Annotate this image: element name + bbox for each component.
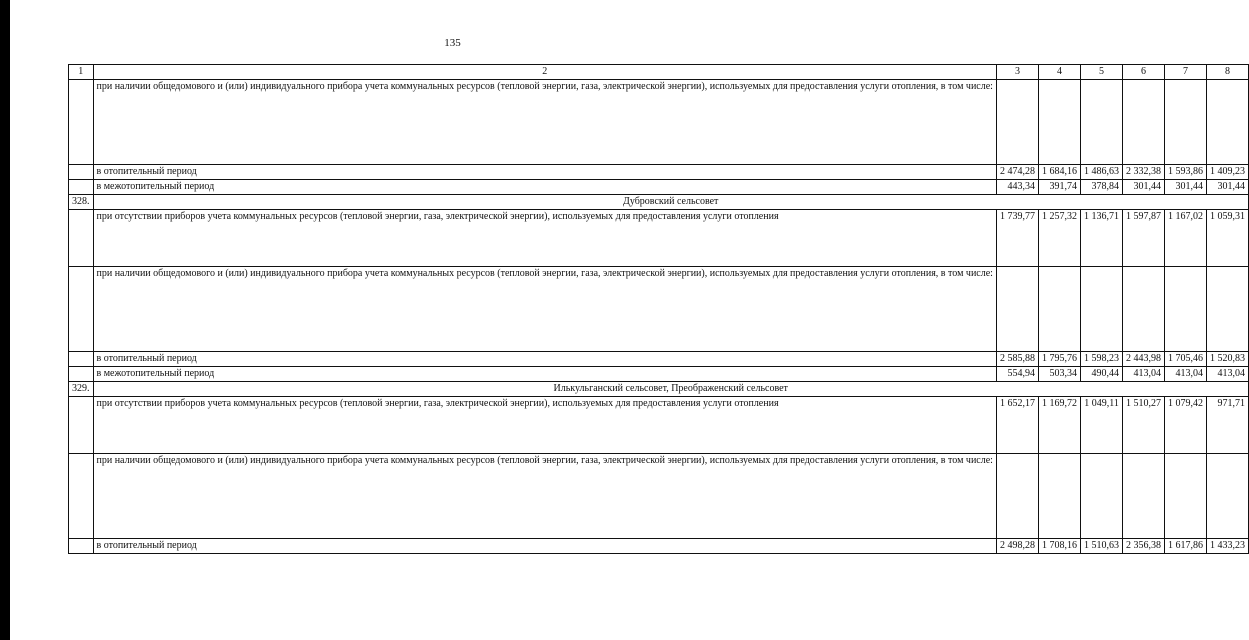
row-description: при отсутствии приборов учета коммунальных ресурсов (тепловой энергии, газа, электрической энергии), используемых для предоставления услуги отопления — [93, 210, 996, 267]
value-cell: 1 684,16 — [1038, 165, 1080, 180]
value-cell — [996, 267, 1038, 352]
value-cell: 1 795,76 — [1038, 352, 1080, 367]
row-number-cell — [69, 352, 94, 367]
section-number: 328. — [69, 195, 94, 210]
page-number: 135 — [444, 37, 461, 49]
section-title: Дубровский сельсовет — [93, 195, 1248, 210]
value-cell: 1 486,63 — [1080, 165, 1122, 180]
value-cell — [1206, 454, 1248, 539]
value-cell: 1 049,11 — [1080, 397, 1122, 454]
value-cell — [1080, 454, 1122, 539]
row-number-cell — [69, 367, 94, 382]
value-cell — [996, 454, 1038, 539]
value-cell: 443,34 — [996, 180, 1038, 195]
value-cell — [1122, 267, 1164, 352]
column-header-2: 2 — [93, 65, 996, 80]
row-number-cell — [69, 397, 94, 454]
value-cell — [1164, 267, 1206, 352]
value-cell: 1 167,02 — [1164, 210, 1206, 267]
value-cell — [1038, 80, 1080, 165]
value-cell: 1 617,86 — [1164, 539, 1206, 554]
value-cell: 2 498,28 — [996, 539, 1038, 554]
row-number-cell — [69, 165, 94, 180]
section-number: 329. — [69, 382, 94, 397]
section-row — [69, 382, 1249, 397]
value-cell: 1 510,27 — [1122, 397, 1164, 454]
value-cell: 2 443,98 — [1122, 352, 1164, 367]
value-cell — [1080, 80, 1122, 165]
value-cell: 1 409,23 — [1206, 165, 1248, 180]
column-header-4: 4 — [1038, 65, 1080, 80]
value-cell: 413,04 — [1164, 367, 1206, 382]
tariff-table — [68, 64, 1249, 554]
value-cell — [996, 80, 1038, 165]
row-description: в межотопительный период — [93, 180, 996, 195]
value-cell: 1 652,17 — [996, 397, 1038, 454]
row-number-cell — [69, 80, 94, 165]
row-description: в отопительный период — [93, 352, 996, 367]
table-row — [69, 397, 1249, 454]
value-cell — [1122, 454, 1164, 539]
table-row — [69, 454, 1249, 539]
value-cell: 554,94 — [996, 367, 1038, 382]
table-row — [69, 539, 1249, 554]
value-cell: 490,44 — [1080, 367, 1122, 382]
value-cell — [1038, 267, 1080, 352]
value-cell — [1122, 80, 1164, 165]
row-description: при наличии общедомового и (или) индивидуального прибора учета коммунальных ресурсов (тепловой энергии, газа, электрической энергии), используемых для предоставления услуги отопления, в том числе: — [93, 454, 996, 539]
column-header-5: 5 — [1080, 65, 1122, 80]
table-row — [69, 352, 1249, 367]
value-cell: 1 520,83 — [1206, 352, 1248, 367]
row-description: при наличии общедомового и (или) индивидуального прибора учета коммунальных ресурсов (тепловой энергии, газа, электрической энергии), используемых для предоставления услуги отопления, в том числе: — [93, 267, 996, 352]
value-cell — [1164, 454, 1206, 539]
column-header-6: 6 — [1122, 65, 1164, 80]
column-header-8: 8 — [1206, 65, 1248, 80]
value-cell — [1164, 80, 1206, 165]
value-cell — [1080, 267, 1122, 352]
column-header-3: 3 — [996, 65, 1038, 80]
table-row — [69, 165, 1249, 180]
table-row — [69, 267, 1249, 352]
value-cell: 1 598,23 — [1080, 352, 1122, 367]
row-description: при отсутствии приборов учета коммунальных ресурсов (тепловой энергии, газа, электрической энергии), используемых для предоставления услуги отопления — [93, 397, 996, 454]
value-cell: 378,84 — [1080, 180, 1122, 195]
value-cell: 1 705,46 — [1164, 352, 1206, 367]
value-cell: 503,34 — [1038, 367, 1080, 382]
value-cell: 1 739,77 — [996, 210, 1038, 267]
value-cell: 1 079,42 — [1164, 397, 1206, 454]
value-cell: 1 597,87 — [1122, 210, 1164, 267]
column-header-7: 7 — [1164, 65, 1206, 80]
value-cell — [1038, 454, 1080, 539]
value-cell: 413,04 — [1122, 367, 1164, 382]
row-number-cell — [69, 267, 94, 352]
row-description: в межотопительный период — [93, 367, 996, 382]
value-cell: 1 433,23 — [1206, 539, 1248, 554]
row-description: в отопительный период — [93, 539, 996, 554]
table-row — [69, 180, 1249, 195]
row-description: в отопительный период — [93, 165, 996, 180]
value-cell: 2 474,28 — [996, 165, 1038, 180]
value-cell: 2 356,38 — [1122, 539, 1164, 554]
row-number-cell — [69, 454, 94, 539]
scan-edge — [0, 0, 10, 640]
value-cell — [1206, 80, 1248, 165]
value-cell: 1 257,32 — [1038, 210, 1080, 267]
table-row — [69, 80, 1249, 165]
column-header-1: 1 — [69, 65, 94, 80]
row-number-cell — [69, 180, 94, 195]
value-cell: 1 059,31 — [1206, 210, 1248, 267]
value-cell: 1 593,86 — [1164, 165, 1206, 180]
value-cell: 971,71 — [1206, 397, 1248, 454]
table-row — [69, 210, 1249, 267]
value-cell: 1 510,63 — [1080, 539, 1122, 554]
section-title: Илькульганский сельсовет, Преображенский сельсовет — [93, 382, 1248, 397]
row-number-cell — [69, 539, 94, 554]
value-cell: 1 169,72 — [1038, 397, 1080, 454]
value-cell: 1 136,71 — [1080, 210, 1122, 267]
value-cell: 301,44 — [1122, 180, 1164, 195]
row-description: при наличии общедомового и (или) индивидуального прибора учета коммунальных ресурсов (тепловой энергии, газа, электрической энергии), используемых для предоставления услуги отопления, в том числе: — [93, 80, 996, 165]
value-cell — [1206, 267, 1248, 352]
section-row — [69, 195, 1249, 210]
value-cell: 1 708,16 — [1038, 539, 1080, 554]
value-cell: 413,04 — [1206, 367, 1248, 382]
value-cell: 301,44 — [1206, 180, 1248, 195]
header-row — [69, 65, 1249, 80]
table-row — [69, 367, 1249, 382]
value-cell: 2 332,38 — [1122, 165, 1164, 180]
value-cell: 301,44 — [1164, 180, 1206, 195]
value-cell: 391,74 — [1038, 180, 1080, 195]
value-cell: 2 585,88 — [996, 352, 1038, 367]
row-number-cell — [69, 210, 94, 267]
